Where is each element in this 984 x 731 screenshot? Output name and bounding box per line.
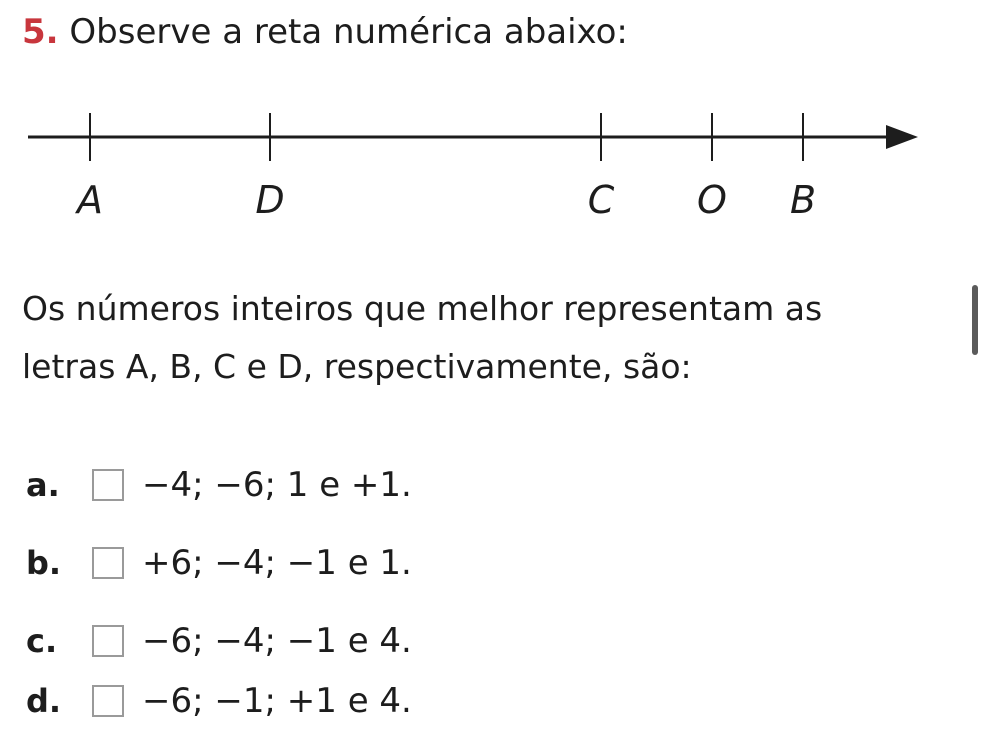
option-text: +6; −4; −1 e 1. xyxy=(142,543,412,583)
option-checkbox[interactable] xyxy=(92,685,124,717)
option-checkbox[interactable] xyxy=(92,547,124,579)
question-text: Observe a reta numérica abaixo: xyxy=(69,12,628,52)
point-label-d: D xyxy=(255,178,285,222)
option-b[interactable] xyxy=(26,533,546,593)
question-number: 5. xyxy=(22,12,59,52)
question-prompt xyxy=(22,280,822,396)
prompt-line-1: Os números inteiros que melhor representam as xyxy=(22,289,823,328)
question-title xyxy=(22,4,628,60)
point-label-c: C xyxy=(587,178,615,222)
point-label-o: O xyxy=(697,178,727,222)
option-checkbox[interactable] xyxy=(92,625,124,657)
number-line-arrow-icon xyxy=(886,125,918,149)
option-text: −6; −4; −1 e 4. xyxy=(142,621,412,661)
number-line xyxy=(0,95,984,235)
option-letter: c. xyxy=(26,622,58,660)
option-letter: a. xyxy=(26,466,60,504)
prompt-line-2: letras A, B, C e D, respectivamente, são: xyxy=(22,347,692,386)
point-label-b: B xyxy=(789,178,817,222)
option-text: −6; −1; +1 e 4. xyxy=(142,681,412,721)
option-letter: d. xyxy=(26,682,62,720)
option-text: −4; −6; 1 e +1. xyxy=(142,465,412,505)
option-a[interactable] xyxy=(26,455,546,515)
option-d[interactable] xyxy=(26,671,546,731)
option-c[interactable] xyxy=(26,611,546,671)
option-letter: b. xyxy=(26,544,62,582)
scrollbar[interactable] xyxy=(972,285,978,355)
option-checkbox[interactable] xyxy=(92,469,124,501)
point-label-a: A xyxy=(77,178,103,222)
